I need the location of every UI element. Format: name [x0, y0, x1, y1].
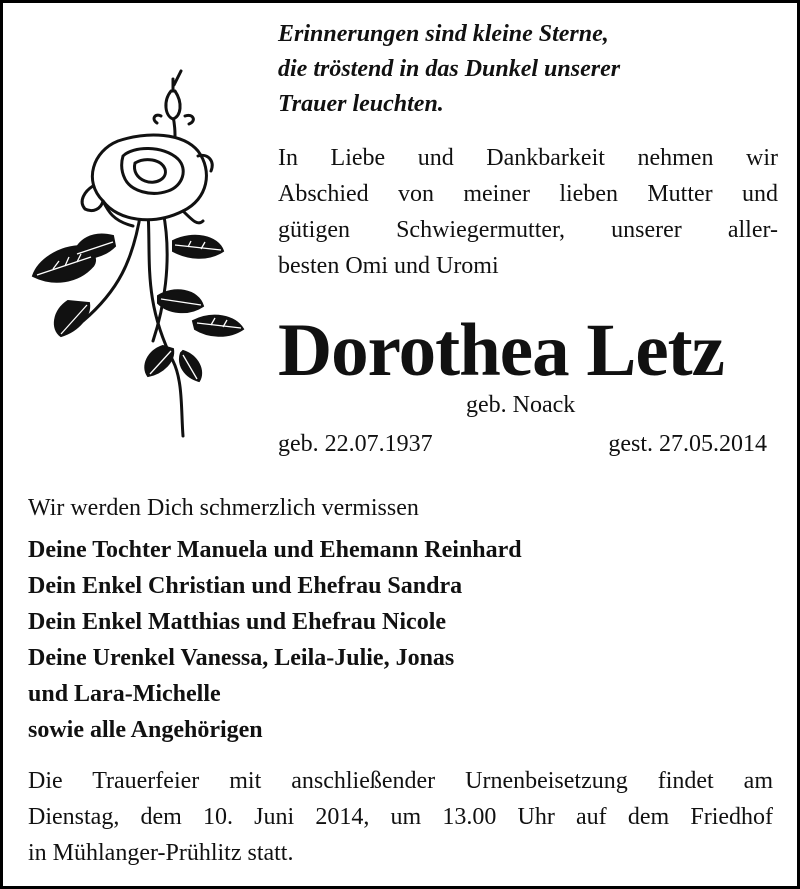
rose-icon	[23, 61, 253, 441]
farewell-line: In Liebe und Dankbarkeit nehmen wir	[278, 145, 778, 171]
mourner-line: und Lara-Michelle	[28, 681, 221, 707]
mourner-line: Dein Enkel Matthias und Ehefrau Nicole	[28, 609, 447, 635]
birth-date: geb. 22.07.1937	[278, 431, 433, 457]
mourner-line: sowie alle Angehörigen	[28, 717, 263, 743]
poem-line: Trauer leuchten.	[278, 91, 444, 117]
funeral-details	[28, 763, 773, 871]
mourner-line: Dein Enkel Christian und Ehefrau Sandra	[28, 573, 463, 599]
funeral-line: Die Trauerfeier mit anschließender Urnenbeisetzung findet am	[28, 768, 773, 794]
farewell-line: besten Omi und Uromi	[278, 253, 499, 279]
maiden-name: geb. Noack	[466, 392, 576, 418]
poem-line: die tröstend in das Dunkel unserer	[278, 56, 621, 82]
mourner-line: Deine Tochter Manuela und Ehemann Reinhard	[28, 537, 522, 563]
mourner-line: Deine Urenkel Vanessa, Leila-Julie, Jonas	[28, 645, 455, 671]
funeral-line: Dienstag, dem 10. Juni 2014, um 13.00 Uhr auf dem Friedhof	[28, 804, 773, 830]
death-date: gest. 27.05.2014	[608, 431, 767, 457]
memorial-poem	[278, 17, 778, 122]
deceased-name: Dorothea Letz	[278, 309, 724, 392]
funeral-line: in Mühlanger-Prühlitz statt.	[28, 840, 294, 866]
poem-line: Erinnerungen sind kleine Sterne,	[278, 21, 609, 47]
farewell-line: gütigen Schwiegermutter, unserer aller-	[278, 217, 778, 243]
farewell-text	[278, 140, 778, 284]
mourners-list	[28, 532, 768, 748]
missing-line: Wir werden Dich schmerzlich vermissen	[28, 495, 419, 521]
farewell-line: Abschied von meiner lieben Mutter und	[278, 181, 778, 207]
